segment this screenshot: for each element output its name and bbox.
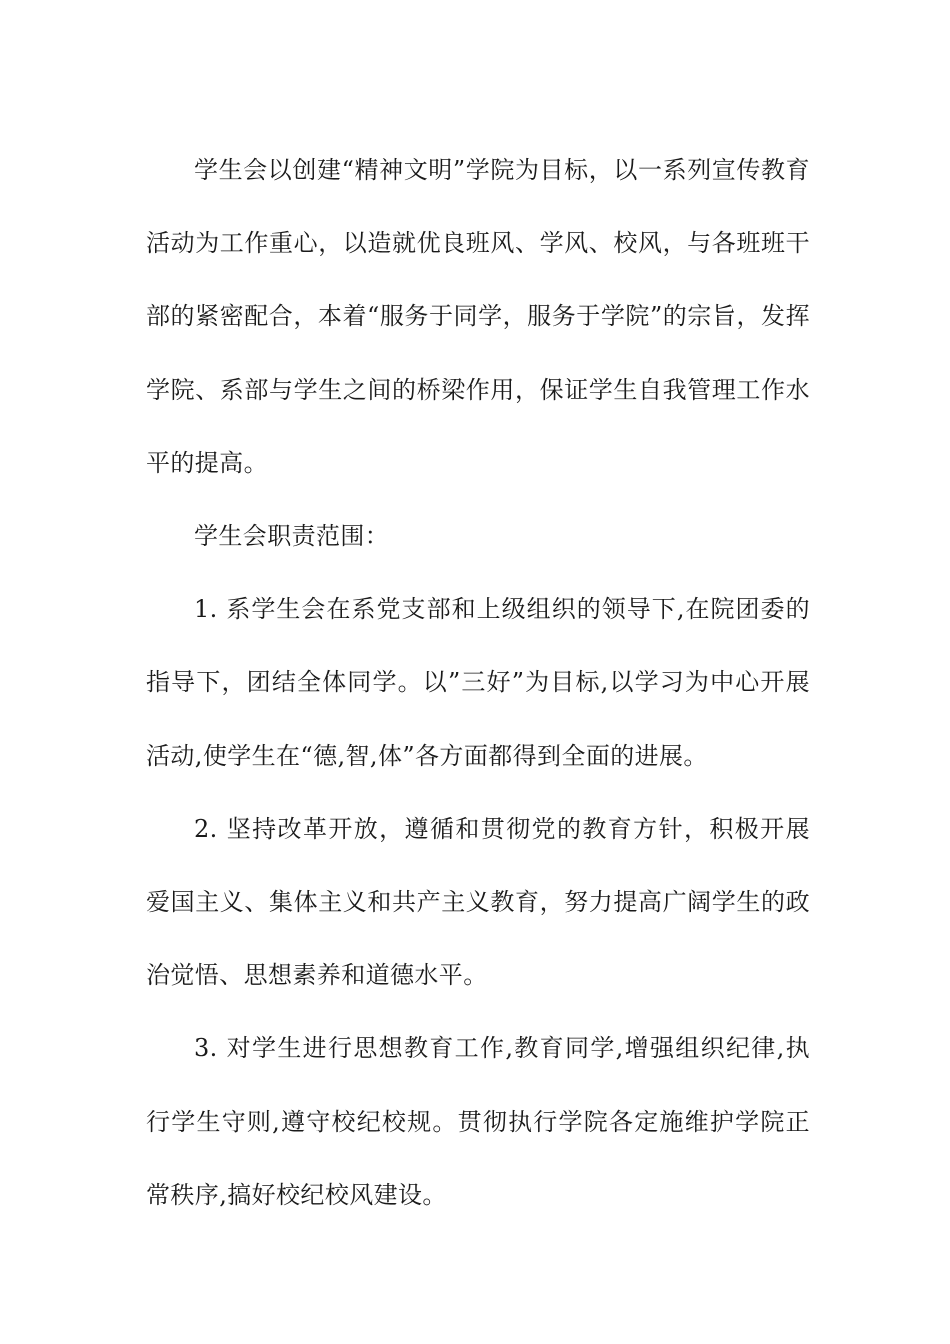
paragraph-item-2: 2. 坚持改革开放，遵循和贯彻党的教育方针，积极开展爱国主义、集体主义和共产主义教育，努力提高广阔学生的政治觉悟、思想素养和道德水平。: [146, 814, 810, 990]
paragraph-item-3: 3. 对学生进行思想教育工作,教育同学,增强组织纪律,执行学生守则,遵守校纪校规。贯彻执行学院各定施维护学院正常秩序,搞好校纪校风建设。: [146, 1034, 810, 1209]
paragraph-item-1: 1. 系学生会在系党支部和上级组织的领导下,在院团委的指导下，团结全体同学。以”三好”为目标,以学习为中心开展活动,使学生在“德,智,体”各方面都得到全面的进展。: [146, 595, 810, 770]
paragraph-scope-heading: 学生会职责范围：: [194, 522, 390, 551]
paragraph-intro: 学生会以创建“精神文明”学院为目标，以一系列宣传教育活动为工作重心，以造就优良班风、学风、校风，与各班班干部的紧密配合，本着“服务于同学，服务于学院”的宗旨，发挥学院、系部与学生之间的桥梁作用，保证学生自我管理工作水平的提高。: [146, 156, 810, 477]
